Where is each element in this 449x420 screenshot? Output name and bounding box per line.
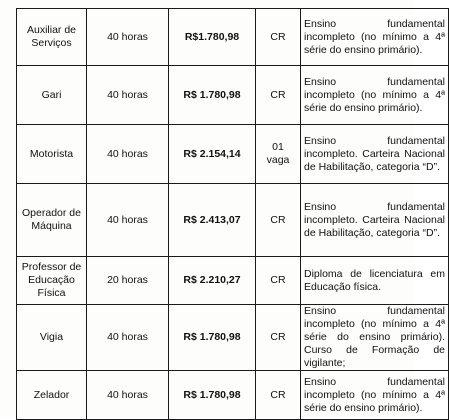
table-row [17,257,449,305]
vacancy-cell: CR [256,371,301,420]
vacancy-cell: CR [256,9,301,66]
salary-cell: R$ 1.780,98 [169,305,256,371]
vacancy-cell: CR [256,184,301,257]
requirement-cell: Diploma de licenciatura em Educação física. [301,257,449,305]
requirement-cell: Ensino fundamental incompleto (no mínimo a 4ª série do ensino primário). Curso de Formação de vigilante; [301,305,449,371]
role-cell: Vigia [17,305,87,371]
salary-cell: R$ 2.154,14 [169,125,256,184]
hours-cell: 40 horas [87,125,169,184]
requirement-cell: Ensino fundamental incompleto (no mínimo a 4ª série do ensino primário). [301,66,449,125]
table-row [17,9,449,66]
table-row [17,371,449,420]
role-cell: Motorista [17,125,87,184]
table-row [17,125,449,184]
requirement-cell: Ensino fundamental incompleto. Carteira Nacional de Habilitação, categoria “D”. [301,184,449,257]
requirement-cell: Ensino fundamental incompleto (no mínimo a 4ª série do ensino primário). [301,371,449,420]
hours-cell: 40 horas [87,9,169,66]
table-row [17,66,449,125]
vacancy-cell: CR [256,257,301,305]
vacancy-cell: CR [256,305,301,371]
requirement-cell: Ensino fundamental incompleto (no mínimo a 4ª série do ensino primário). [301,9,449,66]
role-cell: Gari [17,66,87,125]
hours-cell: 40 horas [87,184,169,257]
table-row [17,305,449,371]
role-cell: Auxiliar de Serviços [17,9,87,66]
hours-cell: 40 horas [87,305,169,371]
requirement-cell: Ensino fundamental incompleto. Carteira Nacional de Habilitação, categoria “D”. [301,125,449,184]
salary-cell: R$ 2.413,07 [169,184,256,257]
salary-cell: R$ 1.780,98 [169,371,256,420]
salary-cell: R$ 1.780,98 [169,66,256,125]
hours-cell: 20 horas [87,257,169,305]
role-cell: Professor de Educação Física [17,257,87,305]
hours-cell: 40 horas [87,371,169,420]
hours-cell: 40 horas [87,66,169,125]
role-cell: Zelador [17,371,87,420]
salary-cell: R$1.780,98 [169,9,256,66]
role-cell: Operador de Máquina [17,184,87,257]
vacancy-cell: 01 vaga [256,125,301,184]
salary-cell: R$ 2.210,27 [169,257,256,305]
table-row [17,184,449,257]
vacancy-cell: CR [256,66,301,125]
positions-table [16,8,449,420]
